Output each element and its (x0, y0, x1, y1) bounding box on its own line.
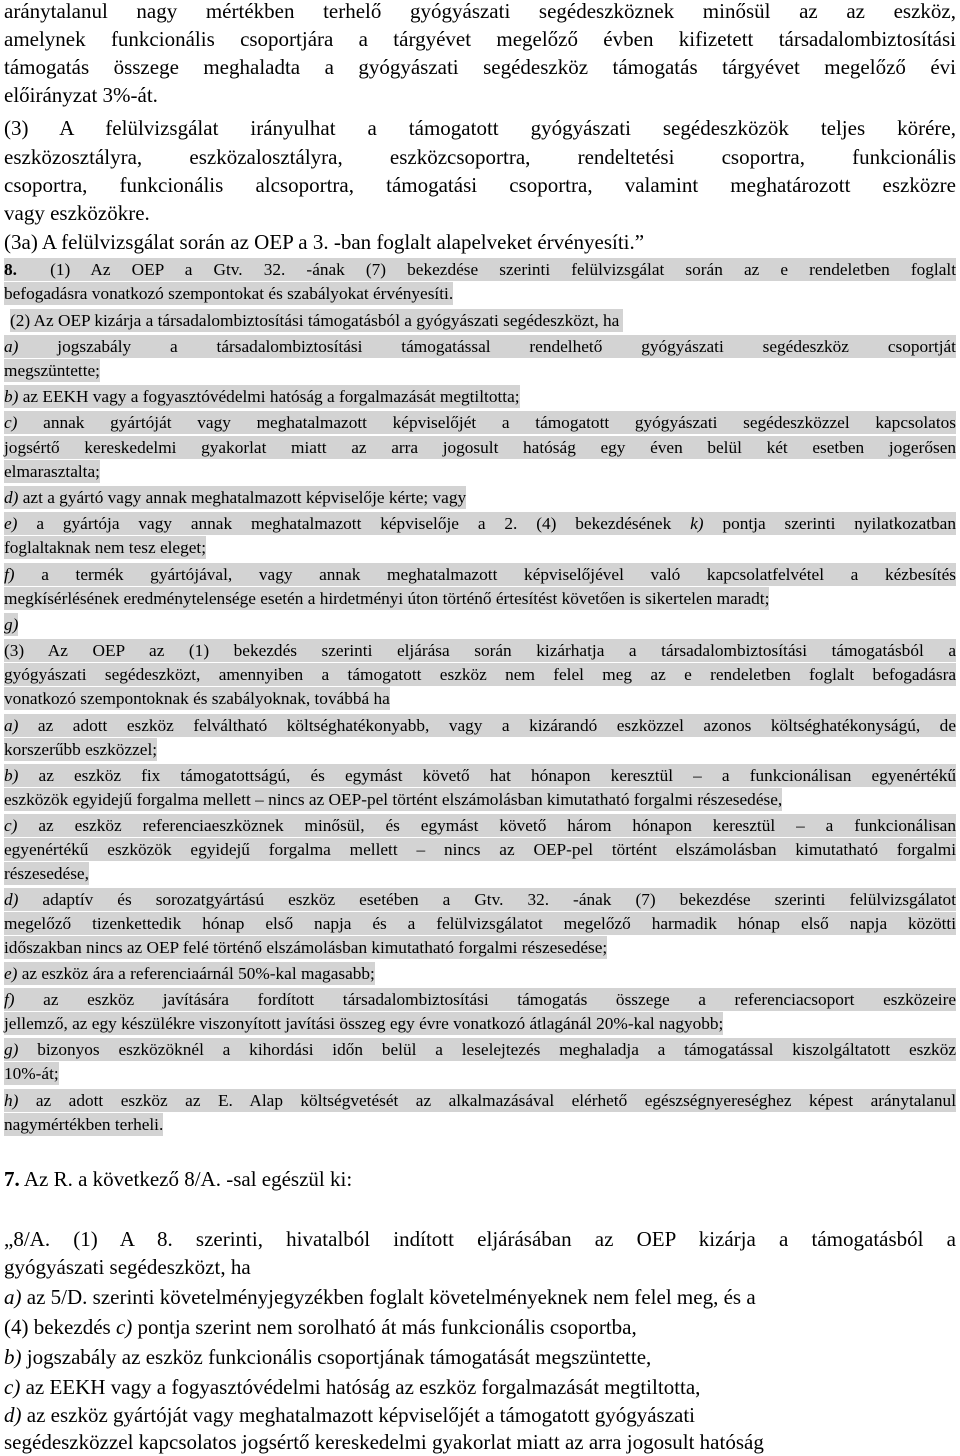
section-8-line: 8. (1) Az OEP a Gtv. 32. -ának (7) bekezdése szerinti felülvizsgálat során az e rendeletben foglalt (4, 260, 956, 279)
text-line: előirányzat 3%-át. (4, 83, 158, 107)
text-line: segédeszközzel kapcsolatos jogsértő kereskedelmi gyakorlat miatt az arra jogosult hatóság (4, 1430, 764, 1454)
section-number: 8. (4, 260, 17, 279)
text-line: gyógyászati segédeszközt, ha (4, 1255, 251, 1279)
list-item-e: e) a gyártója vagy annak meghatalmazott képviselője a 2. (4) bekezdésének k) pontja szerinti nyilatkozatban (4, 514, 956, 533)
text-line: jellemző, az egy készülékre viszonyított javítási összeg egy évre vonatkozó átlagánál 20%-kal nagyobb; (4, 1014, 724, 1033)
text-line: csoportra, funkcionális alcsoportra, támogatási csoportra, valamint meghatározott eszközre (4, 173, 956, 197)
list-item-a: a) az 5/D. szerinti követelményjegyzékben foglalt követelményeknek nem felel meg, és a (4, 1285, 756, 1309)
text-line: aránytalanul nagy mértékben terhelő gyógyászati segédeszköznek minősül az az eszköz, (4, 0, 956, 23)
text-line: 10%-át; (4, 1064, 59, 1083)
text-line: időszakban nincs az OEP felé történő elszámolásban kimutatható forgalmi részesedése; (4, 938, 608, 957)
list-item-d: d) azt a gyártó vagy annak meghatalmazott képviselője kérte; vagy (4, 488, 467, 507)
text-line: megkísérlésének eredménytelensége esetén a hirdetményi úton történő értesítést követően is sikertelen maradt; (4, 589, 770, 608)
text-line: eszközosztályra, eszközalosztályra, eszközcsoportra, rendeltetési csoportra, funkcionális (4, 145, 956, 169)
text-line: egyenértékű eszközök egyidejű forgalma mellett – nincs az OEP-pel történt elszámolásban kimutatható forgalmi (4, 840, 956, 859)
text-line: nagymértékben terheli. (4, 1115, 164, 1134)
list-item-d: d) az eszköz gyártóját vagy meghatalmazott képviselőjét a támogatott gyógyászati (4, 1403, 696, 1427)
list-item-c: c) annak gyártóját vagy meghatalmazott képviselőjét a támogatott gyógyászati segédeszközzel kapcsolatos (4, 413, 956, 432)
list-item-a: a) jogszabály a társadalombiztosítási támogatással rendelhető gyógyászati segédeszköz csoportját (4, 337, 956, 356)
list-item-d: d) adaptív és sorozatgyártású eszköz esetében a Gtv. 32. -ának (7) bekezdése szerinti felülvizsgálatot (4, 890, 956, 909)
text-line: megelőző tizenkettedik hónap első napja és a felülvizsgálatot megelőző harmadik hónap első napja közötti (4, 914, 956, 933)
text-line: vonatkozó szempontoknak és szabályoknak, továbbá ha (4, 689, 390, 708)
text-line: (3) Az OEP az (1) bekezdés szerinti eljárása során kizárhatja a társadalombiztosítási támogatásból a (4, 641, 956, 660)
list-item-b: b) az EEKH vagy a fogyasztóvédelmi hatóság a forgalmazását megtiltotta; (4, 387, 520, 406)
list-item-c: c) az EEKH vagy a fogyasztóvédelmi hatóság az eszköz forgalmazását megtiltotta, (4, 1375, 701, 1399)
list-item-b: b) jogszabály az eszköz funkcionális csoportjának támogatását megszüntette, (4, 1345, 652, 1369)
text-line: foglaltaknak nem tesz eleget; (4, 538, 207, 557)
list-item-g: g) (4, 615, 19, 634)
text-line: korszerűbb eszközzel; (4, 740, 158, 759)
text-line: elmarasztalta; (4, 462, 100, 481)
section-number: 7. (4, 1167, 20, 1191)
text-line: gyógyászati segédeszközt, amennyiben a támogatott eszköz nem felel meg az e rendeletben foglalt befogadásra (4, 665, 956, 684)
text-line: (4) bekezdés c) pontja szerint nem sorolható át más funkcionális csoportba, (4, 1315, 637, 1339)
section-7-heading: 7. Az R. a következő 8/A. -sal egészül ki: (4, 1167, 353, 1191)
paragraph-3a: (3a) A felülvizsgálat során az OEP a 3. -ban foglalt alapelveket érvényesíti.” (4, 230, 645, 254)
list-item-f: f) az eszköz javítására fordított társadalombiztosítási támogatás összege a referenciacsoport eszközeire (4, 990, 956, 1009)
list-item-a: a) az adott eszköz felváltható költséghatékonyabb, vagy a kizárandó eszközzel azonos költséghatékonyságú, de (4, 716, 956, 735)
text-line: eszközök egyidejű forgalma mellett – nincs az OEP-pel történt elszámolásban kimutatható forgalmi részesedése, (4, 790, 783, 809)
text-line: vagy eszközökre. (4, 201, 150, 225)
list-item-e: e) az eszköz ára a referenciaárnál 50%-kal magasabb; (4, 964, 375, 983)
text-line: amelynek funkcionális csoportjára a tárgyévet megelőző évben kifizetett társadalombiztosítási (4, 27, 956, 51)
text-line: megszüntette; (4, 361, 100, 380)
text-line: részesedése, (4, 864, 89, 883)
list-item-h: h) az adott eszköz az E. Alap költségvetését az alkalmazásával elérhető egészségnyereséghez képest aránytalanul (4, 1091, 956, 1110)
text-line: „8/A. (1) A 8. szerinti, hivatalból indított eljárásában az OEP kizárja a támogatásból a (4, 1227, 956, 1251)
list-item-b: b) az eszköz fix támogatottságú, és egymást követő hat hónapon keresztül – a funkcionálisan egyenértékű (4, 766, 956, 785)
text-line: támogatás összege meghaladta a gyógyászati segédeszköz támogatás tárgyévet megelőző évi (4, 55, 956, 79)
text-line: (2) Az OEP kizárja a társadalombiztosítási támogatásból a gyógyászati segédeszközt, ha (10, 309, 623, 332)
text-line: jogsértő kereskedelmi gyakorlat miatt az arra jogosult hatóság egy éven belül két esetben jogerősen (4, 438, 956, 457)
list-item-g: g) bizonyos eszközöknél a kihordási időn belül a leselejtezés meghaladja a támogatással kiszolgáltatott eszköz (4, 1040, 956, 1059)
list-item-c: c) az eszköz referenciaeszköznek minősül, és egymást követő három hónapon keresztül – a funkcionálisan (4, 816, 956, 835)
text-line: befogadásra vonatkozó szempontokat és szabályokat érvényesíti. (4, 284, 454, 303)
list-item-f: f) a termék gyártójával, vagy annak meghatalmazott képviselőjével való kapcsolatfelvétel a kézbesítés (4, 565, 956, 584)
text-line: (3) A felülvizsgálat irányulhat a támogatott gyógyászati segédeszközök teljes körére, (4, 116, 956, 140)
